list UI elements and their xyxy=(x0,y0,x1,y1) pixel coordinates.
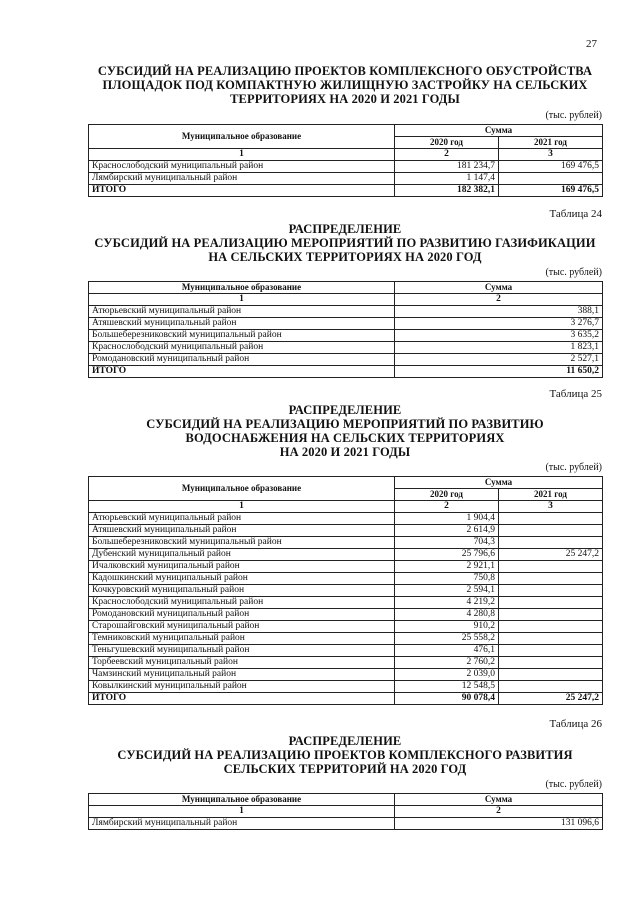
table-row: Лямбирский муниципальный район 1 147,4 xyxy=(89,173,603,185)
table-row: Атюрьевский муниципальный район 1 904,4 xyxy=(89,513,603,525)
col-header-sum: Сумма xyxy=(395,477,603,489)
col-number: 3 xyxy=(499,501,603,513)
table-23 xyxy=(88,124,603,197)
table-row: Атюрьевский муниципальный район 388,1 xyxy=(89,306,603,318)
table-row: Теньгушевский муниципальный район 476,1 xyxy=(89,645,603,657)
table-row: Кадошкинский муниципальный район 750,8 xyxy=(89,573,603,585)
table-row: Чамзинский муниципальный район 2 039,0 xyxy=(89,669,603,681)
table-row: Кочкуровский муниципальный район 2 594,1 xyxy=(89,585,603,597)
col-header-sum: Сумма xyxy=(395,794,603,806)
table-26-section xyxy=(88,734,602,830)
table-row: Ромодановский муниципальный район 2 527,1 xyxy=(89,354,603,366)
table-23-section xyxy=(88,64,602,197)
col-header-2020: 2020 год xyxy=(395,137,499,149)
table-row: Краснослободский муниципальный район 1 823,1 xyxy=(89,342,603,354)
table-24 xyxy=(88,281,603,378)
table-row: Краснослободский муниципальный район 4 219,2 xyxy=(89,597,603,609)
table-26-label: Таблица 26 xyxy=(549,718,602,730)
col-number: 2 xyxy=(395,294,603,306)
table-24-label: Таблица 24 xyxy=(549,208,602,220)
units-label: (тыс. рублей) xyxy=(545,779,602,790)
table-row: Атяшевский муниципальный район 3 276,7 xyxy=(89,318,603,330)
table-row: Дубенский муниципальный район 25 796,6 25 247,2 xyxy=(89,549,603,561)
col-header-name: Муниципальное образование xyxy=(89,282,395,294)
table-25-label: Таблица 25 xyxy=(549,388,602,400)
page-number: 27 xyxy=(586,38,597,50)
col-header-name: Муниципальное образование xyxy=(89,125,395,149)
table-25 xyxy=(88,476,603,705)
table-row: Большеберезниковский муниципальный район 3 635,2 xyxy=(89,330,603,342)
col-number: 1 xyxy=(89,294,395,306)
units-label: (тыс. рублей) xyxy=(545,462,602,473)
col-number: 3 xyxy=(499,149,603,161)
col-number: 2 xyxy=(395,806,603,818)
table-26 xyxy=(88,793,603,830)
col-header-sum: Сумма xyxy=(395,282,603,294)
col-number: 1 xyxy=(89,149,395,161)
col-header-2021: 2021 год xyxy=(499,489,603,501)
table-row: Атяшевский муниципальный район 2 614,9 xyxy=(89,525,603,537)
total-row: ИТОГО 11 650,2 xyxy=(89,366,603,378)
col-header-sum: Сумма xyxy=(395,125,603,137)
table-row: Краснослободский муниципальный район 181 234,7 169 476,5 xyxy=(89,161,603,173)
table-24-section xyxy=(88,222,602,378)
table-26-title: РАСПРЕДЕЛЕНИЕ СУБСИДИЙ НА РЕАЛИЗАЦИЮ ПРОЕКТОВ КОМПЛЕКСНОГО РАЗВИТИЯ СЕЛЬСКИХ ТЕРРИТОРИЙ НА 2020 ГОД xyxy=(117,734,573,776)
col-number: 1 xyxy=(89,806,395,818)
table-24-title: РАСПРЕДЕЛЕНИЕ СУБСИДИЙ НА РЕАЛИЗАЦИЮ МЕРОПРИЯТИЙ ПО РАЗВИТИЮ ГАЗИФИКАЦИИ НА СЕЛЬСКИХ ТЕРРИТОРИЯХ НА 2020 ГОД xyxy=(94,222,596,264)
col-number: 2 xyxy=(395,149,499,161)
table-23-title: СУБСИДИЙ НА РЕАЛИЗАЦИЮ ПРОЕКТОВ КОМПЛЕКСНОГО ОБУСТРОЙСТВА ПЛОЩАДОК ПОД КОМПАКТНУЮ ЖИЛИЩНУЮ ЗАСТРОЙКУ НА СЕЛЬСКИХ ТЕРРИТОРИЯХ НА 2020 И 2021 ГОДЫ xyxy=(97,64,593,106)
table-25-title: РАСПРЕДЕЛЕНИЕ СУБСИДИЙ НА РЕАЛИЗАЦИЮ МЕРОПРИЯТИЙ ПО РАЗВИТИЮ ВОДОСНАБЖЕНИЯ НА СЕЛЬСКИХ ТЕРРИТОРИЯХ НА 2020 И 2021 ГОДЫ xyxy=(146,403,544,459)
total-row: ИТОГО 90 078,4 25 247,2 xyxy=(89,693,603,705)
col-header-name: Муниципальное образование xyxy=(89,477,395,501)
table-25-section xyxy=(88,403,602,705)
units-label: (тыс. рублей) xyxy=(545,267,602,278)
table-row: Ичалковский муниципальный район 2 921,1 xyxy=(89,561,603,573)
table-row: Большеберезниковский муниципальный район 704,3 xyxy=(89,537,603,549)
col-header-2020: 2020 год xyxy=(395,489,499,501)
col-number: 2 xyxy=(395,501,499,513)
table-row: Ромодановский муниципальный район 4 280,8 xyxy=(89,609,603,621)
units-label: (тыс. рублей) xyxy=(545,110,602,121)
table-row: Лямбирский муниципальный район 131 096,6 xyxy=(89,818,603,830)
table-row: Ковылкинский муниципальный район 12 548,5 xyxy=(89,681,603,693)
table-row: Старошайговский муниципальный район 910,2 xyxy=(89,621,603,633)
total-row: ИТОГО 182 382,1 169 476,5 xyxy=(89,185,603,197)
table-row: Торбеевский муниципальный район 2 760,2 xyxy=(89,657,603,669)
col-header-name: Муниципальное образование xyxy=(89,794,395,806)
col-number: 1 xyxy=(89,501,395,513)
col-header-2021: 2021 год xyxy=(499,137,603,149)
table-row: Темниковский муниципальный район 25 558,2 xyxy=(89,633,603,645)
